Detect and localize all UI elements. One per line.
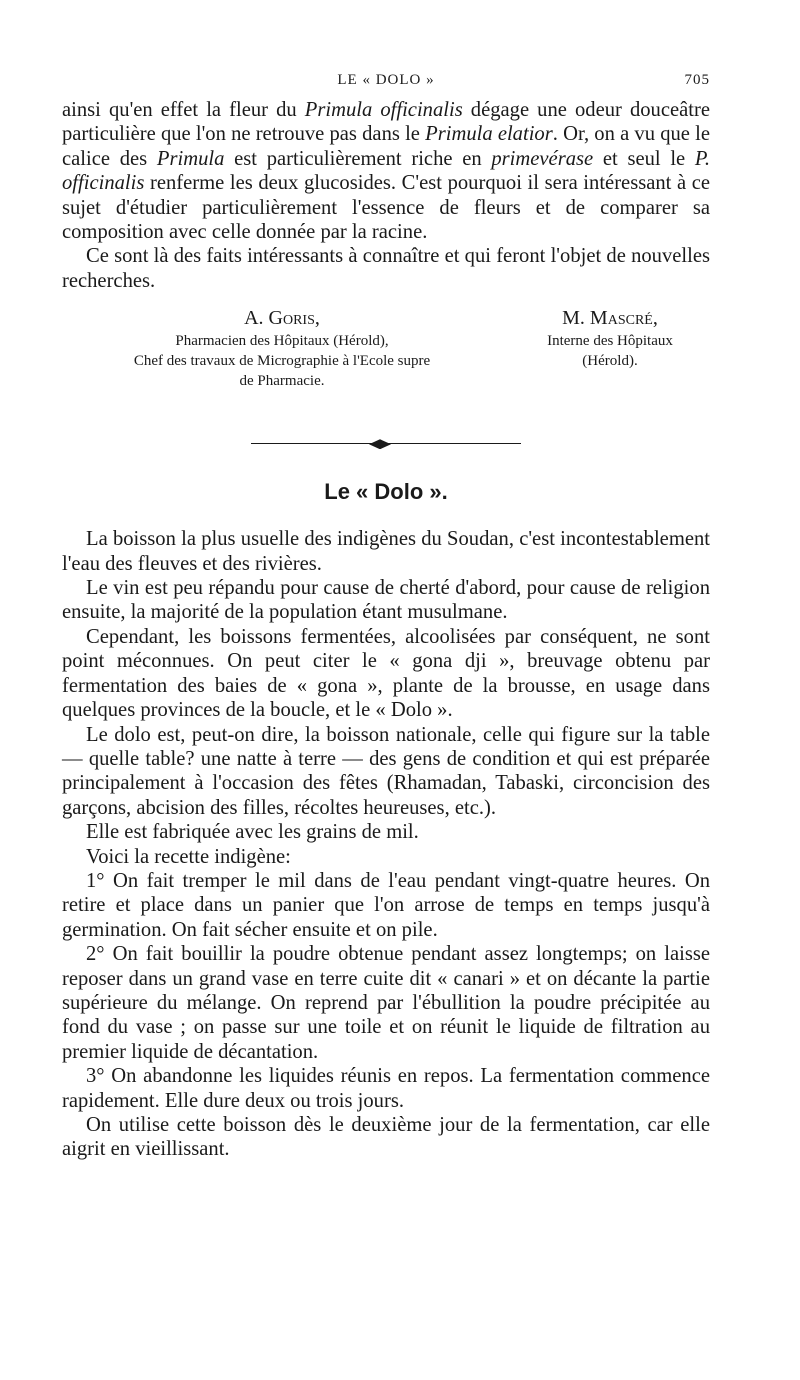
signature-goris [62,305,502,391]
article-paragraph: Cependant, les boissons fermentées, alcoolisées par conséquent, ne sont point méconnues. On peut citer le « gona dji », breuvage obtenu par fermentation des baies de « gona », plante de la brousse, en usage dans quelques provinces de la boucle, et le « Dolo ». [62,625,710,722]
continuation-paragraph-2: Ce sont là des faits intéressants à connaître et qui feront l'objet de nouvelles recherches. [62,245,710,292]
author-affiliation: de Pharmacie. [239,373,325,390]
author-affiliation: (Hérold). [582,353,638,370]
article-paragraph: Voici la recette indigène: [86,845,291,868]
running-head [62,72,710,98]
diamond-ornament-icon [369,439,391,449]
recipe-step-2: 2° On fait bouillir la poudre obtenue pendant assez longtemps; on laisse reposer dans un grand vase en terre cuite dit « canari » et on décante la partie supérieure du mélange. On reprend par l'ébullition la poudre précipitée au fond du vase ; on passe sur une toile et on réunit le liquide de filtration au premier liquide de décantation. [62,943,710,1063]
recipe-step-1: 1° On fait tremper le mil dans de l'eau pendant vingt-quatre heures. On retire et place dans un panier que l'on arrose de temps en temps jusqu'à germination. On fait sécher ensuite et on pile. [62,869,710,941]
section-divider [251,439,521,449]
signatures [62,305,710,405]
article-paragraph: Elle est fabriquée avec les grains de mil. [86,821,419,844]
author-affiliation: Chef des travaux de Micrographie à l'Ecole supre [133,353,431,370]
article-paragraph: Le dolo est, peut-on dire, la boisson nationale, celle qui figure sur la table — quelle table? une natte à terre — des gens de condition et qui est préparée principalement à l'occasion des fêtes (Rhamadan, Tabaski, circoncision des garçons, abcision des filles, récoltes heureuses, etc.). [62,723,710,819]
signature-mascre [510,305,710,371]
author-affiliation: Pharmacien des Hôpitaux (Hérold), [175,333,389,350]
author-name: M. Mascré, [562,307,658,330]
article-body [62,527,710,1162]
author-affiliation: Interne des Hôpitaux [547,333,673,350]
page [62,72,710,1162]
article-paragraph: On utilise cette boisson dès le deuxième jour de la fermentation, car elle aigrit en vieillissant. [62,1114,710,1161]
author-name: A. Goris, [244,307,320,330]
article-title: Le « Dolo ». [324,479,448,505]
article-paragraph: La boisson la plus usuelle des indigènes du Soudan, c'est incontestablement l'eau des fleuves et des rivières. [62,528,710,575]
page-number: 705 [684,72,710,88]
recipe-step-3: 3° On abandonne les liquides réunis en repos. La fermentation commence rapidement. Elle dure deux ou trois jours. [62,1065,710,1112]
article-paragraph: Le vin est peu répandu pour cause de cherté d'abord, pour cause de religion ensuite, la majorité de la population étant musulmane. [62,577,710,624]
running-title: LE « DOLO » [337,72,435,88]
continuation-paragraph-1: ainsi qu'en effet la fleur du Primula officinalis dégage une odeur douceâtre particulière que l'on ne retrouve pas dans le Primula elatior. Or, on a vu que le calice des Primula est particulièrement riche en primevérase et seul le P. officinalis renferme les deux glucosides. C'est pourquoi il sera intéressant à ce sujet d'étudier particulièrement l'essence de fleurs et de comparer sa composition avec celle donnée par la racine. [62,99,710,244]
